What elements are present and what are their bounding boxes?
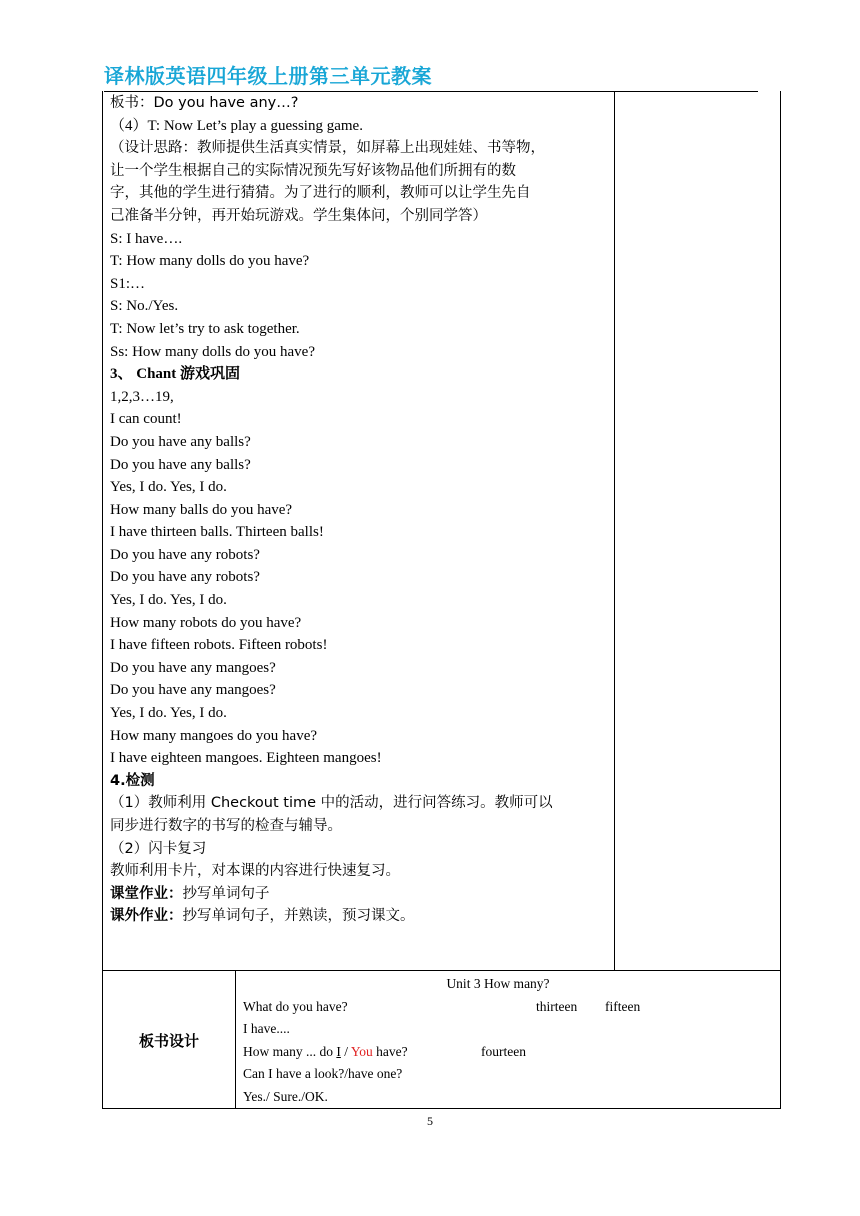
- lesson-line: 让一个学生根据自己的实际情况预先写好该物品他们所拥有的数: [110, 162, 516, 179]
- lesson-line: How many balls do you have?: [110, 501, 293, 518]
- board-design: [243, 973, 773, 1109]
- board-row: Can I have a look?/have one?: [243, 1066, 403, 1082]
- lesson-line: Do you have any mangoes?: [110, 682, 276, 699]
- board-text-you: You: [350, 1043, 373, 1059]
- lesson-line: I can count!: [110, 411, 182, 428]
- lesson-line: （1）教师利用 Checkout time 中的活动，进行问答练习。教师可以: [110, 795, 553, 812]
- board-row: [243, 996, 773, 1019]
- lesson-content: [110, 92, 610, 928]
- lesson-line: I have thirteen balls. Thirteen balls!: [110, 524, 324, 541]
- lesson-line: 字，其他的学生进行猜猜。为了进行的顺利，教师可以让学生先自: [110, 185, 531, 202]
- table-middle-border: [102, 970, 780, 971]
- table-right-border: [780, 91, 781, 1109]
- table-left-border: [102, 91, 103, 1109]
- lesson-line: T: How many dolls do you have?: [110, 253, 310, 270]
- lesson-line: 教师利用卡片，对本课的内容进行快速复习。: [110, 863, 400, 880]
- homework-line: [110, 905, 610, 928]
- board-label-divider: [235, 970, 236, 1109]
- lesson-line: Yes, I do. Yes, I do.: [110, 592, 227, 609]
- lesson-line: S: I have….: [110, 230, 183, 247]
- lesson-line: How many robots do you have?: [110, 614, 302, 631]
- board-text: /: [340, 1043, 351, 1059]
- board-question: What do you have?: [243, 998, 348, 1014]
- homework-label: 课外作业：: [110, 908, 183, 925]
- notes-column-divider: [614, 91, 615, 971]
- lesson-line: Do you have any balls?: [110, 456, 251, 473]
- lesson-line: Do you have any robots?: [110, 569, 260, 586]
- lesson-line: 板书：Do you have any…?: [110, 95, 299, 111]
- board-word-fourteen: fourteen: [481, 1043, 526, 1059]
- lesson-line: Yes, I do. Yes, I do.: [110, 705, 227, 722]
- board-heading: Unit 3 How many?: [446, 976, 550, 991]
- board-row: I have....: [243, 1021, 290, 1037]
- lesson-line: （设计思路：教师提供生活真实情景，如屏幕上出现娃娃、书等物，: [110, 140, 545, 157]
- board-text: have?: [372, 1043, 408, 1059]
- board-text-i: I: [336, 1043, 341, 1059]
- lesson-line: （2）闪卡复习: [110, 840, 207, 857]
- lesson-line: S: No./Yes.: [110, 298, 179, 315]
- lesson-line: Ss: How many dolls do you have?: [110, 343, 315, 360]
- lesson-line: T: Now let’s try to ask together.: [110, 320, 300, 337]
- lesson-line: （4）T: Now Let’s play a guessing game.: [110, 117, 363, 134]
- lesson-line: Do you have any robots?: [110, 546, 260, 563]
- classwork-line: [110, 883, 610, 906]
- lesson-line: S1:…: [110, 275, 146, 292]
- lesson-line: How many mangoes do you have?: [110, 727, 318, 744]
- classwork-label: 课堂作业：: [110, 885, 183, 902]
- document-title: 译林版英语四年级上册第三单元教案: [104, 64, 432, 88]
- lesson-line: Do you have any mangoes?: [110, 659, 276, 676]
- lesson-line: 己准备半分钟，再开始玩游戏。学生集体问，个别同学答）: [110, 207, 487, 224]
- homework-text: 抄写单词句子，并熟读，预习课文。: [182, 908, 415, 925]
- board-design-label: 板书设计: [138, 1032, 199, 1050]
- classwork-text: 抄写单词句子: [182, 885, 270, 902]
- lesson-line: 1,2,3…19,: [110, 388, 174, 405]
- section-heading-test: 4.检测: [110, 772, 155, 789]
- lesson-line: I have fifteen robots. Fifteen robots!: [110, 637, 328, 654]
- page-number: 5: [427, 1114, 433, 1128]
- section-heading-chant: 3、 Chant 游戏巩固: [110, 366, 241, 383]
- board-text: How many ... do: [243, 1043, 337, 1059]
- lesson-line: I have eighteen mangoes. Eighteen mangoes!: [110, 750, 382, 767]
- board-word-fifteen: fifteen: [605, 998, 641, 1014]
- lesson-line: 同步进行数字的书写的检查与辅导。: [110, 818, 342, 834]
- board-row: Yes./ Sure./OK.: [243, 1088, 328, 1104]
- lesson-line: Do you have any balls?: [110, 433, 251, 450]
- lesson-line: Yes, I do. Yes, I do.: [110, 479, 227, 496]
- board-row: [243, 1041, 773, 1064]
- board-word-thirteen: thirteen: [536, 998, 578, 1014]
